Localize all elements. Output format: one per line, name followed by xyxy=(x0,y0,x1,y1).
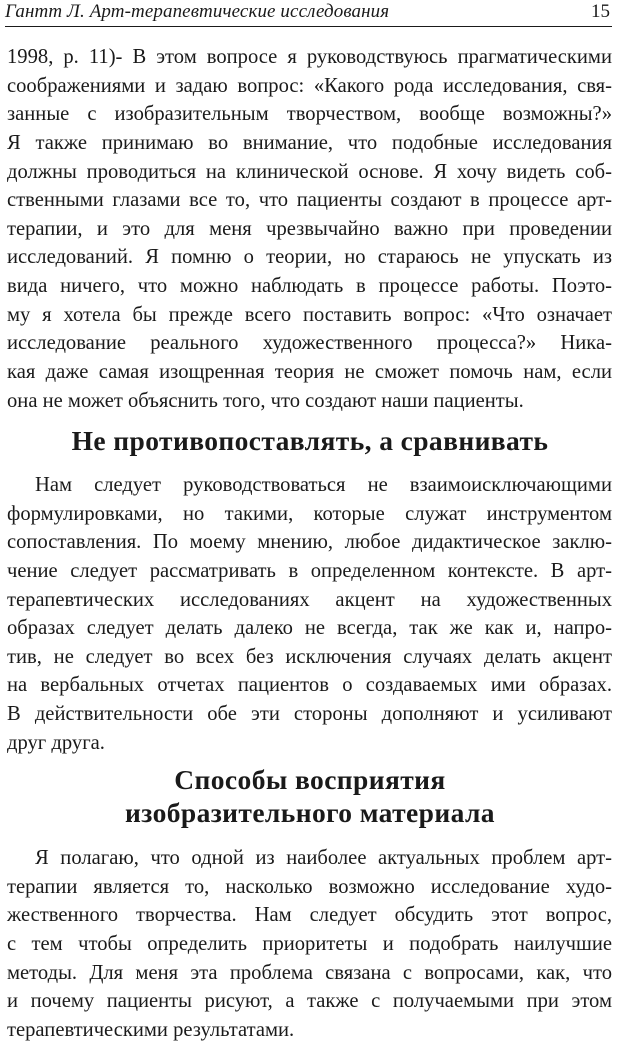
paragraph xyxy=(7,844,612,1044)
text-line: тив, не следует во всех без исключения случаях делать акцент xyxy=(7,645,612,668)
text-line: занные с изобразительным творчеством, вообще возможны?» xyxy=(7,103,612,126)
text-line: терапии является то, насколько возможно исследование худо- xyxy=(7,875,612,898)
text-line: сопоставления. По моему мнению, любое дидактическое заклю- xyxy=(7,531,612,554)
text-line: терапии, и это для меня чрезвычайно важно при проведении xyxy=(7,217,612,240)
text-line: на вербальных отчетах пациентов о создаваемых ими образах. xyxy=(7,674,612,697)
text-line: чение следует рассматривать в определенном контексте. В арт- xyxy=(7,559,612,582)
text-line: терапевтических исследованиях акцент на художественных xyxy=(7,588,612,611)
text-line: В действительности обе эти стороны дополняют и усиливают xyxy=(7,703,612,726)
text-line: должны проводиться на клинической основе. Я хочу видеть соб- xyxy=(7,160,612,183)
page-number: 15 xyxy=(591,1,610,22)
text-line: друг друга. xyxy=(7,731,105,754)
text-line: формулировками, но такими, которые служат инструментом xyxy=(7,502,612,525)
section-heading xyxy=(0,424,620,457)
heading-line: изобразительного материала xyxy=(125,797,495,828)
text-line: Я полагаю, что одной из наиболее актуальных проблем арт- xyxy=(35,847,612,869)
text-line: и почему пациенты рисуют, а также с получаемыми при этом xyxy=(7,990,612,1013)
heading-line: Не противопоставлять, а сравнивать xyxy=(71,425,549,456)
text-line: ственными глазами все то, что пациенты создают в процессе арт- xyxy=(7,189,612,212)
text-line: Я также принимаю во внимание, что подобные исследования xyxy=(7,131,612,154)
paragraph xyxy=(7,471,612,757)
text-line: Нам следует руководствоваться не взаимоисключающими xyxy=(35,474,612,496)
running-title: Гантт Л. Арт-терапевтические исследования xyxy=(5,1,390,22)
text-line: образах следует делать далеко не всегда, так же как и, напро- xyxy=(7,617,612,640)
text-line: кая даже самая изощренная теория не сможет помочь нам, если xyxy=(7,361,612,384)
text-line: исследование реального художественного процесса?» Ника- xyxy=(7,332,612,355)
text-line: соображениями и задаю вопрос: «Какого рода исследования, свя- xyxy=(7,74,612,97)
text-line: му я хотела бы прежде всего поставить вопрос: «Что означает xyxy=(7,303,612,326)
text-line: 1998, p. 11)- В этом вопросе я руководствуюсь прагматическими xyxy=(7,46,612,68)
text-line: методы. Для меня эта проблема связана с вопросами, как, что xyxy=(7,961,612,984)
text-line: жественного творчества. Нам следует обсудить этот вопрос, xyxy=(7,904,612,927)
text-line: терапевтическими результатами. xyxy=(7,1018,295,1041)
text-line: с тем чтобы определить приоритеты и подобрать наилучшие xyxy=(7,932,612,955)
heading-line: Способы восприятия xyxy=(174,764,446,795)
section-heading xyxy=(0,763,620,829)
text-line: она не может объяснить того, что создают наши пациенты. xyxy=(7,389,524,412)
paragraph-continuation xyxy=(7,43,612,415)
text-line: вида ничего, что можно наблюдать в процессе работы. Поэто- xyxy=(7,275,612,298)
running-header xyxy=(5,0,612,27)
text-line: исследований. Я помню о теории, но стараюсь не упускать из xyxy=(7,246,612,269)
